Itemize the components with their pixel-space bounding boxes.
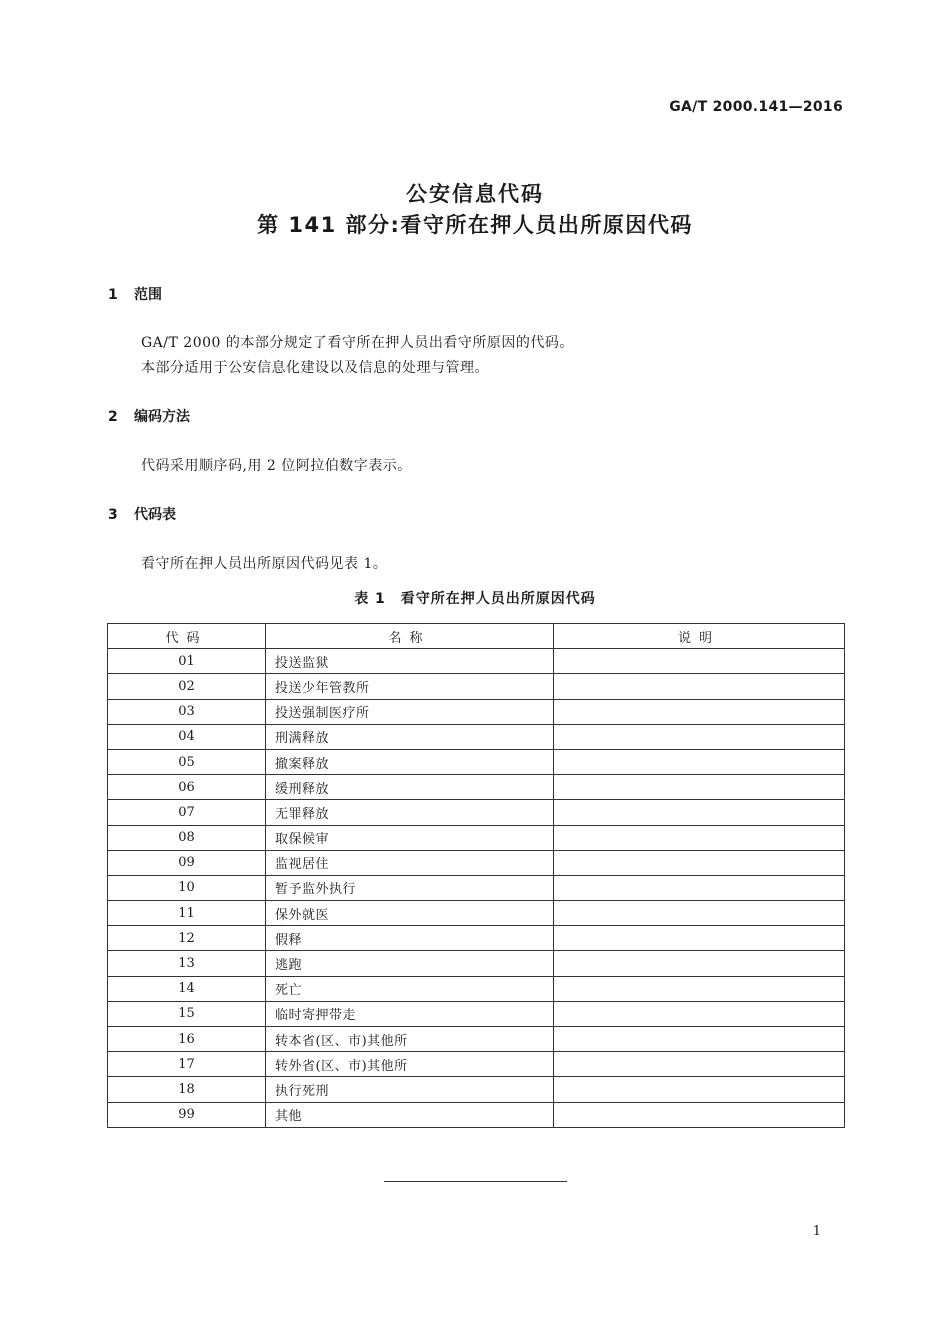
table-row bbox=[108, 875, 845, 900]
code-cell: 09 bbox=[108, 850, 266, 875]
note-cell bbox=[554, 1102, 845, 1127]
code-cell: 15 bbox=[108, 1001, 266, 1026]
code-cell: 05 bbox=[108, 749, 266, 774]
code-cell: 11 bbox=[108, 901, 266, 926]
section-number: 1 bbox=[108, 287, 118, 303]
code-cell: 17 bbox=[108, 1052, 266, 1077]
standard-code: GA/T 2000.141—2016 bbox=[669, 99, 843, 115]
name-cell: 转外省(区、市)其他所 bbox=[266, 1052, 554, 1077]
section-2-paragraph-1: 代码采用顺序码,用 2 位阿拉伯数字表示。 bbox=[141, 458, 412, 474]
table-row bbox=[108, 800, 845, 825]
name-cell: 缓刑释放 bbox=[266, 775, 554, 800]
note-cell bbox=[554, 976, 845, 1001]
table-row bbox=[108, 1077, 845, 1102]
note-cell bbox=[554, 901, 845, 926]
table-row bbox=[108, 951, 845, 976]
code-cell: 06 bbox=[108, 775, 266, 800]
section-1-paragraph-1: GA/T 2000 的本部分规定了看守所在押人员出看守所原因的代码。 bbox=[141, 335, 574, 351]
code-cell: 10 bbox=[108, 875, 266, 900]
code-cell: 04 bbox=[108, 724, 266, 749]
section-title: 范围 bbox=[134, 287, 162, 303]
code-cell: 12 bbox=[108, 926, 266, 951]
section-3-heading bbox=[108, 504, 176, 524]
table-row bbox=[108, 850, 845, 875]
name-cell: 逃跑 bbox=[266, 951, 554, 976]
name-cell: 投送监狱 bbox=[266, 649, 554, 674]
note-cell bbox=[554, 825, 845, 850]
code-cell: 07 bbox=[108, 800, 266, 825]
page-number: 1 bbox=[812, 1224, 821, 1239]
section-title: 代码表 bbox=[134, 507, 176, 523]
table-row bbox=[108, 1027, 845, 1052]
name-cell: 取保候审 bbox=[266, 825, 554, 850]
name-cell: 执行死刑 bbox=[266, 1077, 554, 1102]
note-cell bbox=[554, 875, 845, 900]
section-title: 编码方法 bbox=[134, 409, 190, 425]
name-cell: 临时寄押带走 bbox=[266, 1001, 554, 1026]
name-cell: 保外就医 bbox=[266, 901, 554, 926]
note-cell bbox=[554, 926, 845, 951]
code-cell: 02 bbox=[108, 674, 266, 699]
table-row bbox=[108, 1102, 845, 1127]
table-row bbox=[108, 825, 845, 850]
note-cell bbox=[554, 749, 845, 774]
table-row bbox=[108, 1001, 845, 1026]
name-cell: 假释 bbox=[266, 926, 554, 951]
name-cell: 暂予监外执行 bbox=[266, 875, 554, 900]
note-cell bbox=[554, 1001, 845, 1026]
section-number: 2 bbox=[108, 409, 118, 425]
doc-title-part: 第 141 部分:看守所在押人员出所原因代码 bbox=[257, 213, 693, 237]
note-cell bbox=[554, 800, 845, 825]
name-cell: 无罪释放 bbox=[266, 800, 554, 825]
code-table bbox=[107, 623, 845, 1128]
table-row bbox=[108, 775, 845, 800]
note-cell bbox=[554, 649, 845, 674]
section-1-paragraph-2: 本部分适用于公安信息化建设以及信息的处理与管理。 bbox=[141, 360, 489, 376]
code-cell: 08 bbox=[108, 825, 266, 850]
note-cell bbox=[554, 724, 845, 749]
table-row bbox=[108, 901, 845, 926]
name-cell: 转本省(区、市)其他所 bbox=[266, 1027, 554, 1052]
table-row bbox=[108, 724, 845, 749]
table-row bbox=[108, 926, 845, 951]
table-row bbox=[108, 749, 845, 774]
note-cell bbox=[554, 1027, 845, 1052]
table-row bbox=[108, 649, 845, 674]
section-2-heading bbox=[108, 406, 190, 426]
code-cell: 16 bbox=[108, 1027, 266, 1052]
table-row bbox=[108, 699, 845, 724]
note-cell bbox=[554, 850, 845, 875]
code-cell: 18 bbox=[108, 1077, 266, 1102]
table-body bbox=[108, 649, 845, 1128]
note-cell bbox=[554, 699, 845, 724]
section-number: 3 bbox=[108, 507, 118, 523]
section-3-paragraph-1: 看守所在押人员出所原因代码见表 1。 bbox=[141, 556, 388, 572]
name-cell: 投送强制医疗所 bbox=[266, 699, 554, 724]
name-cell: 死亡 bbox=[266, 976, 554, 1001]
note-cell bbox=[554, 1077, 845, 1102]
note-cell bbox=[554, 775, 845, 800]
name-cell: 撤案释放 bbox=[266, 749, 554, 774]
name-cell: 其他 bbox=[266, 1102, 554, 1127]
table-caption: 表 1 看守所在押人员出所原因代码 bbox=[354, 591, 596, 607]
code-cell: 99 bbox=[108, 1102, 266, 1127]
name-cell: 投送少年管教所 bbox=[266, 674, 554, 699]
doc-title-main: 公安信息代码 bbox=[406, 182, 544, 206]
note-cell bbox=[554, 951, 845, 976]
table-row bbox=[108, 1052, 845, 1077]
note-cell bbox=[554, 1052, 845, 1077]
table-header-row bbox=[108, 624, 845, 649]
table-row bbox=[108, 674, 845, 699]
code-cell: 03 bbox=[108, 699, 266, 724]
end-rule bbox=[384, 1181, 567, 1182]
section-1-heading bbox=[108, 284, 162, 304]
note-cell bbox=[554, 674, 845, 699]
column-header-note: 说明 bbox=[554, 624, 845, 649]
column-header-code: 代码 bbox=[108, 624, 266, 649]
code-cell: 13 bbox=[108, 951, 266, 976]
code-cell: 01 bbox=[108, 649, 266, 674]
table-row bbox=[108, 976, 845, 1001]
name-cell: 监视居住 bbox=[266, 850, 554, 875]
name-cell: 刑满释放 bbox=[266, 724, 554, 749]
code-cell: 14 bbox=[108, 976, 266, 1001]
column-header-name: 名称 bbox=[266, 624, 554, 649]
